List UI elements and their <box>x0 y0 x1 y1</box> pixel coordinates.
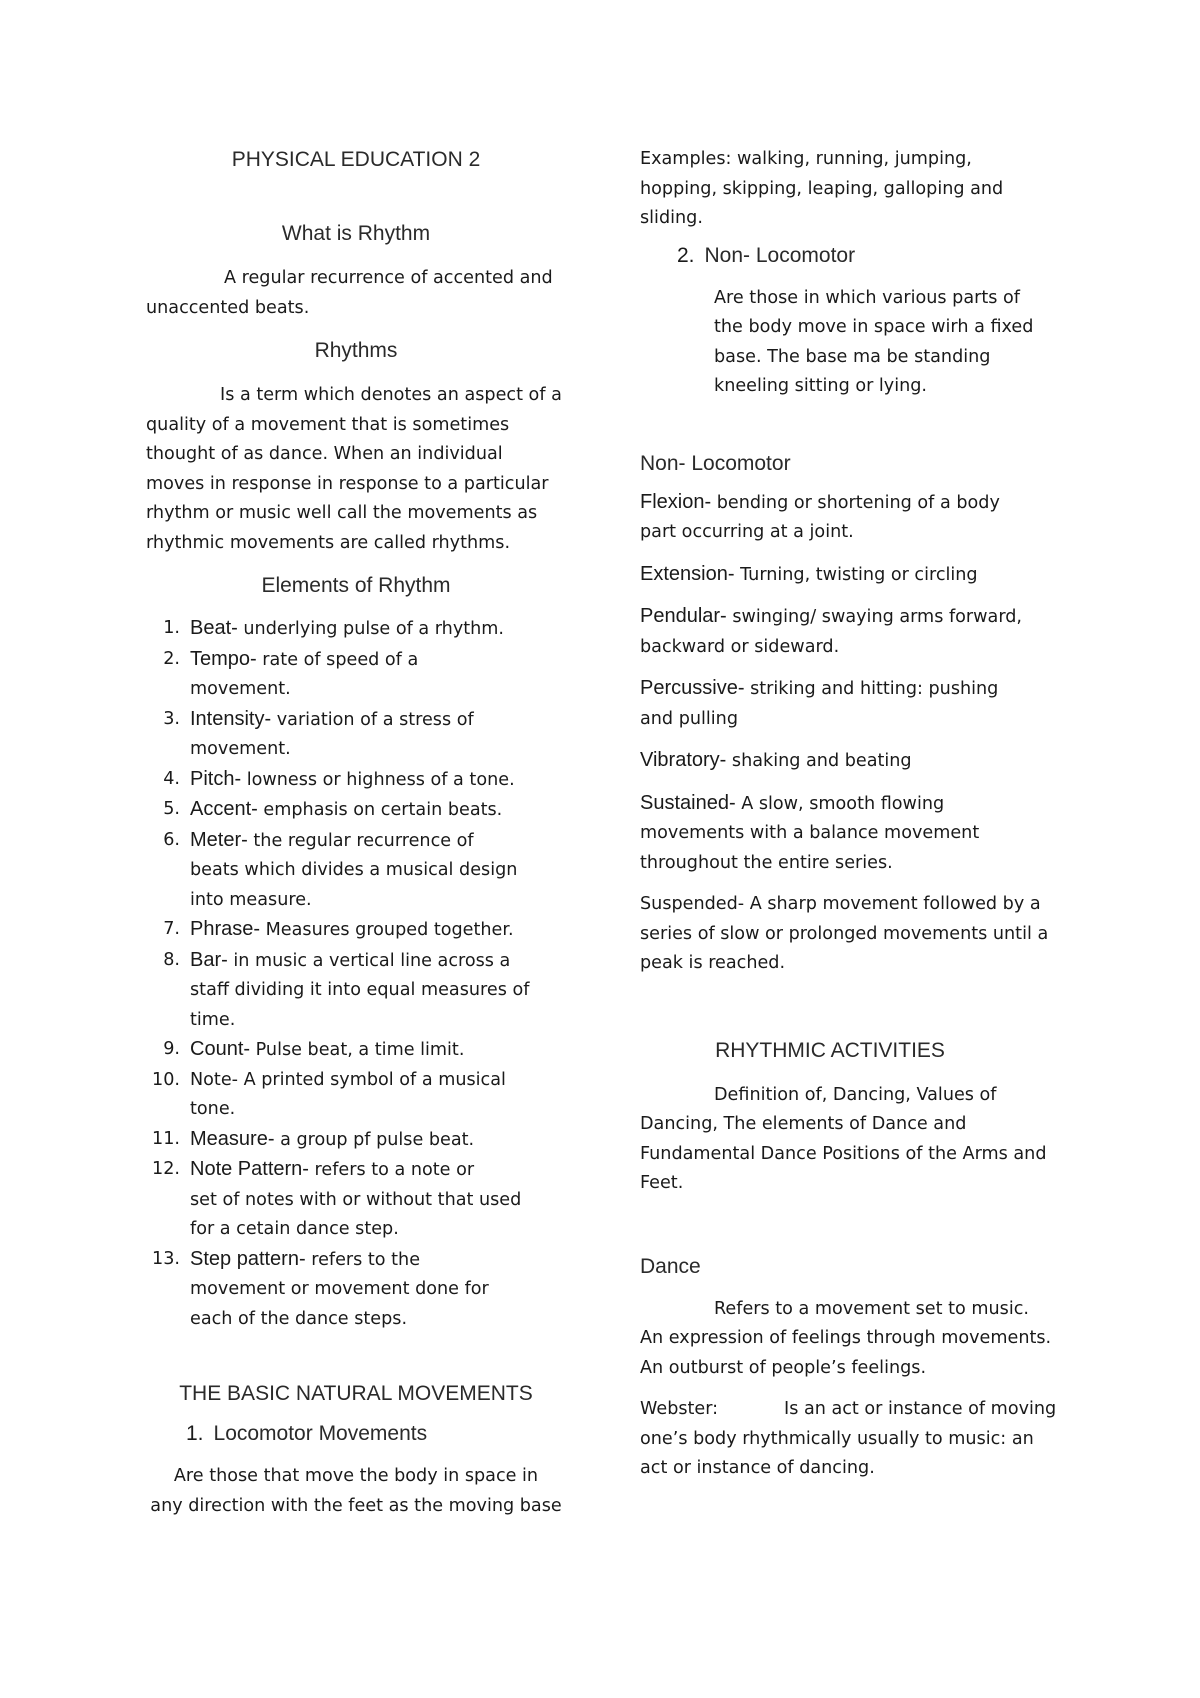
element-number: 2. <box>163 648 180 669</box>
element-desc: a group pf pulse beat. <box>280 1129 475 1150</box>
element-item <box>146 946 566 1036</box>
element-term: Phrase- <box>190 918 261 940</box>
definition-term: Pendular- <box>640 605 727 627</box>
element-desc: Pulse beat, a time limit. <box>255 1040 465 1060</box>
element-desc: tone. <box>190 1099 236 1119</box>
definition-text: and pulling <box>640 708 738 729</box>
definition-item <box>640 488 1070 548</box>
page-title: PHYSICAL EDUCATION 2 <box>231 148 481 171</box>
element-term: Tempo- <box>190 647 257 670</box>
definition-term: Extension- <box>640 562 735 585</box>
non-locomotor-number: 2. <box>677 243 695 267</box>
webster-line: act or instance of dancing. <box>640 1458 875 1478</box>
element-number: 6. <box>163 829 180 850</box>
non-locomotor-numbered-heading <box>640 242 1070 270</box>
non-locomotor-line: base. The base ma be standing <box>714 346 991 367</box>
element-item <box>146 1125 566 1156</box>
element-desc: set of notes with or without that used <box>190 1189 522 1210</box>
non-locomotor-line: the body move in space wirh a fixed <box>714 317 1034 337</box>
rhythms-paragraph <box>146 381 566 558</box>
definition-text: part occurring at a joint. <box>640 522 854 542</box>
element-body <box>190 915 566 946</box>
element-body <box>190 826 566 916</box>
definition-item <box>640 789 1070 879</box>
definition-item <box>640 602 1070 662</box>
definition-term: Flexion- <box>640 490 712 513</box>
left-column <box>146 0 566 1521</box>
rhythmic-line: Fundamental Dance Positions of the Arms and <box>640 1143 1047 1164</box>
element-item <box>146 1155 566 1245</box>
element-desc: staff dividing it into equal measures of <box>190 980 530 1000</box>
suspended-line: series of slow or prolonged movements until a <box>640 923 1049 944</box>
suspended-paragraph <box>640 890 1070 979</box>
element-desc: time. <box>190 1009 236 1030</box>
element-number: 13. <box>152 1248 180 1269</box>
webster-line: Is an act or instance of moving <box>784 1399 1057 1419</box>
definition-text: Turning, twisting or circling <box>740 564 978 585</box>
element-desc: movement or movement done for <box>190 1279 489 1299</box>
definition-text: backward or sideward. <box>640 636 840 657</box>
element-desc: variation of a stress of <box>276 709 474 730</box>
element-item <box>146 705 566 765</box>
element-desc: into measure. <box>190 889 312 910</box>
right-column <box>640 0 1070 1484</box>
element-body <box>190 614 566 645</box>
rhythms-heading: Rhythms <box>314 339 398 362</box>
rhythmic-activities-paragraph <box>640 1081 1070 1199</box>
element-term: Bar- <box>190 948 228 971</box>
definition-text: movements with a balance movement <box>640 823 980 843</box>
locomotor-heading <box>146 1420 566 1448</box>
element-desc: underlying pulse of a rhythm. <box>243 619 505 639</box>
suspended-line: peak is reached. <box>640 953 786 973</box>
locomotor-title: Locomotor Movements <box>213 1422 428 1445</box>
rhythms-line: thought of as dance. When an individual <box>146 444 503 464</box>
element-desc: each of the dance steps. <box>190 1308 408 1329</box>
non-locomotor-paragraph <box>640 284 1070 402</box>
rhythmic-line: Feet. <box>640 1173 684 1193</box>
dance-paragraph <box>640 1295 1070 1384</box>
element-item <box>146 1066 566 1125</box>
definition-text: shaking and beating <box>731 751 912 771</box>
element-desc: emphasis on certain beats. <box>263 800 503 820</box>
dance-line: An expression of feelings through movements. <box>640 1328 1052 1348</box>
element-number: 7. <box>163 919 180 939</box>
what-is-rhythm-line-1: A regular recurrence of accented and <box>224 268 553 288</box>
element-item <box>146 826 566 916</box>
dance-heading: Dance <box>640 1254 701 1278</box>
element-desc: movement. <box>190 739 291 759</box>
element-body <box>190 1066 566 1125</box>
locomotor-number: 1. <box>186 1422 204 1445</box>
definition-text: bending or shortening of a body <box>716 492 1000 513</box>
element-desc: refers to the <box>311 1249 421 1270</box>
definition-term: Vibratory- <box>640 749 727 771</box>
element-item <box>146 915 566 946</box>
examples-paragraph <box>640 145 1070 234</box>
element-desc: movement. <box>190 679 291 699</box>
rhythmic-line: Definition of, Dancing, Values of <box>714 1084 997 1105</box>
webster-paragraph <box>640 1395 1070 1484</box>
element-term: Pitch- <box>190 767 242 790</box>
element-body <box>190 645 566 705</box>
non-locomotor-line: kneeling sitting or lying. <box>714 376 928 396</box>
element-number: 5. <box>163 799 180 819</box>
element-term: Intensity- <box>190 707 272 730</box>
rhythmic-activities-heading: RHYTHMIC ACTIVITIES <box>715 1038 945 1062</box>
element-desc: in music a vertical line across a <box>233 950 511 971</box>
element-body <box>190 795 566 826</box>
non-locomotor-section-heading: Non- Locomotor <box>640 451 791 475</box>
element-body <box>190 765 566 796</box>
element-item <box>146 1245 566 1335</box>
definition-item <box>640 674 1070 734</box>
element-item <box>146 645 566 705</box>
element-number: 11. <box>152 1128 180 1149</box>
element-body <box>190 946 566 1036</box>
element-term: Accent- <box>190 798 258 820</box>
element-desc: rate of speed of a <box>262 649 419 670</box>
element-body <box>190 1155 566 1245</box>
examples-line: hopping, skipping, leaping, galloping and <box>640 178 1004 199</box>
what-is-rhythm-heading: What is Rhythm <box>281 222 431 245</box>
examples-line: Examples: walking, running, jumping, <box>640 149 972 169</box>
webster-line: one’s body rhythmically usually to music: an <box>640 1428 1034 1449</box>
webster-line-1 <box>640 1395 1070 1425</box>
basic-movements-heading: THE BASIC NATURAL MOVEMENTS <box>179 1382 533 1405</box>
element-item <box>146 1035 566 1066</box>
locomotor-line-1: Are those that move the body in space in <box>173 1466 539 1486</box>
elements-list <box>146 614 566 1334</box>
element-item <box>146 614 566 645</box>
element-term: Meter- <box>190 828 248 851</box>
element-item <box>146 795 566 826</box>
webster-label: Webster: <box>640 1399 719 1419</box>
element-desc: refers to a note or <box>314 1160 475 1180</box>
element-desc: for a cetain dance step. <box>190 1219 399 1239</box>
element-body <box>190 1125 566 1156</box>
element-term: Measure- <box>190 1127 275 1150</box>
definition-text: throughout the entire series. <box>640 852 893 873</box>
element-number: 10. <box>152 1069 180 1090</box>
rhythms-line: quality of a movement that is sometimes <box>146 414 510 435</box>
element-body <box>190 705 566 765</box>
definition-text: striking and hitting: pushing <box>750 679 999 699</box>
element-item <box>146 765 566 796</box>
non-locomotor-title: Non- Locomotor <box>704 243 856 267</box>
element-term: Count- <box>190 1038 251 1060</box>
element-body <box>190 1035 566 1066</box>
element-number: 1. <box>163 618 180 638</box>
rhythms-line: moves in response in response to a particular <box>146 473 549 494</box>
rhythms-line: rhythmic movements are called rhythms. <box>146 532 511 553</box>
definition-term: Sustained- <box>640 791 736 814</box>
rhythmic-line: Dancing, The elements of Dance and <box>640 1114 967 1134</box>
definition-text: swinging/ swaying arms forward, <box>732 607 1022 627</box>
element-number: 12. <box>152 1159 180 1179</box>
non-locomotor-line: Are those in which various parts of <box>714 287 1020 308</box>
suspended-line: Suspended- A sharp movement followed by a <box>640 894 1041 914</box>
element-number: 9. <box>163 1039 180 1059</box>
element-number: 3. <box>163 708 180 729</box>
non-locomotor-definitions <box>640 488 1070 879</box>
element-desc: beats which divides a musical design <box>190 860 518 880</box>
element-body <box>190 1245 566 1335</box>
dance-line: Refers to a movement set to music. <box>714 1298 1029 1319</box>
element-term: Step pattern- <box>190 1247 306 1270</box>
element-number: 8. <box>163 949 180 970</box>
examples-line: sliding. <box>640 208 703 228</box>
rhythms-line: rhythm or music well call the movements as <box>146 503 538 523</box>
definition-text: A slow, smooth flowing <box>741 793 945 814</box>
element-desc: Measures grouped together. <box>265 920 514 940</box>
definition-term: Percussive- <box>640 677 745 699</box>
element-term: Beat- <box>190 617 238 639</box>
element-term: Note Pattern- <box>190 1158 309 1180</box>
element-number: 4. <box>163 768 180 789</box>
what-is-rhythm-line-2: unaccented beats. <box>146 297 310 318</box>
rhythms-line: Is a term which denotes an aspect of a <box>220 385 562 405</box>
element-desc: the regular recurrence of <box>253 830 474 851</box>
definition-item <box>640 560 1070 591</box>
locomotor-line-2: any direction with the feet as the moving base <box>150 1495 562 1516</box>
element-desc: Note- A printed symbol of a musical <box>190 1069 506 1090</box>
element-desc: lowness or highness of a tone. <box>246 769 515 790</box>
definition-item <box>640 746 1070 777</box>
dance-line: An outburst of people’s feelings. <box>640 1357 927 1378</box>
elements-heading: Elements of Rhythm <box>261 574 451 597</box>
